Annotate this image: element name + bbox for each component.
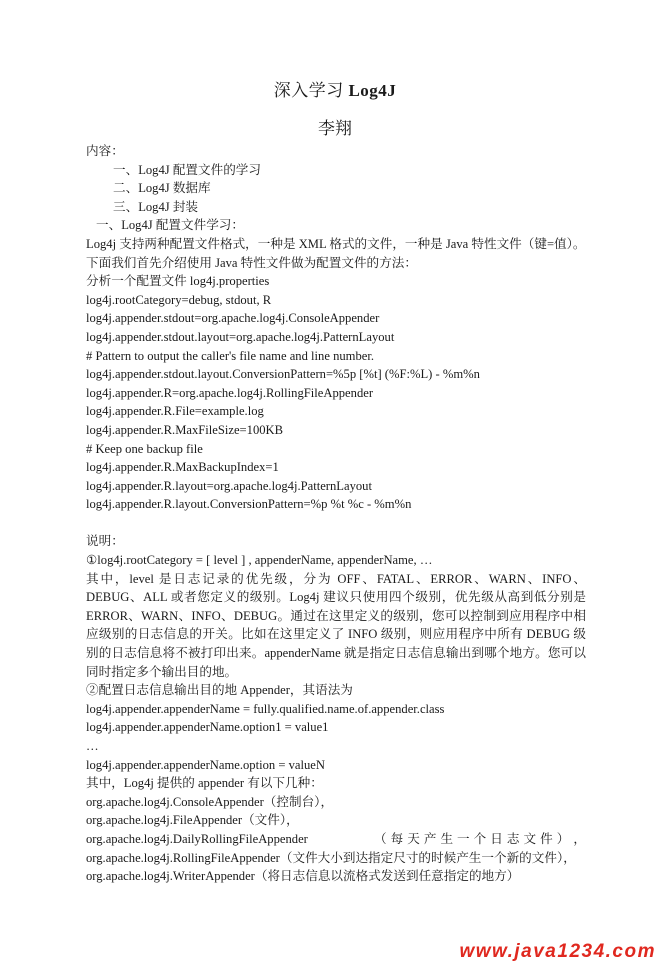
document-title [0, 76, 670, 101]
explanation-heading: 说明： [86, 534, 124, 549]
description-glyph: ， [573, 831, 586, 846]
explanation-item-2: ②配置日志信息输出目的地 Appender，其语法为 [86, 683, 353, 698]
ellipsis-line: … [86, 739, 99, 753]
code-line: log4j.appender.stdout.layout=org.apache.log4j.PatternLayout [86, 329, 395, 344]
contents-item-1: 一、Log4J 配置文件的学习 [113, 162, 261, 177]
description-glyph: 一 [457, 831, 470, 846]
explanation-paragraph: 其中，level 是日志记录的优先级，分为 OFF、FATAL、ERROR、WARN、INFO、DEBUG、ALL 或者您定义的级别。Log4j 建议只使用四个级别，优先级从高到低分别是 ERROR、WARN、INFO、DEBUG。通过在这里定义的级别，您可以控制到应用程序中相应级别的日志信息的开关。比如在这里定义了 INFO 级别，则应用程序中所有 DEBUG 级别的日志信息将不被打印出来。appenderName 就是指定日志信息输出到哪个地方。您可以同时指定多个输出目的地。 [86, 571, 586, 679]
code-comment: # Keep one backup file [86, 441, 203, 456]
appender-item: org.apache.log4j.FileAppender（文件）， [86, 813, 299, 828]
contents-heading: 内容： [86, 144, 124, 158]
description-glyph: 个 [473, 831, 487, 846]
explanation-item-1: ①log4j.rootCategory = [ level ] , appenderName, appenderName, … [86, 553, 433, 568]
code-line: log4j.appender.R.MaxBackupIndex=1 [86, 460, 279, 475]
code-line: log4j.appender.appenderName.option1 = value1 [86, 720, 329, 735]
code-line: log4j.appender.R.MaxFileSize=100KB [86, 422, 284, 437]
description-glyph: 志 [506, 831, 520, 846]
code-line: log4j.rootCategory=debug, stdout, R [86, 292, 272, 307]
document-author: 李翔 [318, 119, 352, 138]
paragraph-line: 其中，Log4j 提供的 appender 有以下几种： [86, 776, 323, 791]
description-glyph: 件 [540, 831, 553, 846]
document-body [86, 142, 586, 886]
description-glyph: 天 [407, 831, 420, 846]
description-glyph: 生 [440, 831, 454, 846]
section-heading: 一、Log4J 配置文件学习： [96, 218, 244, 233]
blank-line [86, 514, 586, 533]
code-line: log4j.appender.R.File=example.log [86, 404, 264, 419]
code-line: log4j.appender.R=org.apache.log4j.RollingFileAppender [86, 385, 374, 400]
contents-item-2: 二、Log4J 数据库 [113, 181, 211, 196]
appender-class: org.apache.log4j.DailyRollingFileAppender [86, 831, 308, 846]
description-glyph: （ [374, 831, 387, 846]
description-glyph: 文 [523, 831, 537, 846]
appender-item [86, 830, 586, 849]
appender-item: org.apache.log4j.RollingFileAppender（文件大小到达指定尺寸的时候产生一个新的文件）， [86, 850, 576, 865]
appender-description [374, 830, 586, 849]
code-line: log4j.appender.stdout.layout.ConversionPattern=%5p [%t] (%F:%L) - %m%n [86, 367, 480, 382]
code-line: log4j.appender.appenderName = fully.qualified.name.of.appender.class [86, 701, 445, 716]
description-glyph: 产 [423, 831, 437, 846]
paragraph-line: 分析一个配置文件 log4j.properties [86, 274, 270, 289]
paragraph-line: Log4j 支持两种配置文件格式，一种是 XML 格式的文件，一种是 Java 特性文件（键=值）。 [86, 236, 586, 251]
description-glyph: ） [556, 831, 570, 846]
appender-item: org.apache.log4j.WriterAppender（将日志信息以流格式发送到任意指定的地方） [86, 869, 520, 884]
description-glyph: 每 [390, 831, 404, 846]
code-line: log4j.appender.appenderName.option = valueN [86, 757, 325, 772]
code-line: log4j.appender.stdout=org.apache.log4j.ConsoleAppender [86, 311, 380, 326]
contents-item-3: 三、Log4J 封装 [113, 199, 199, 214]
title-chinese: 深入学习 [273, 81, 349, 100]
description-glyph: 日 [490, 831, 503, 846]
code-line: log4j.appender.R.layout.ConversionPattern=%p %t %c - %m%n [86, 497, 412, 512]
title-english: Log4J [348, 81, 397, 100]
paragraph-line: 下面我们首先介绍使用 Java 特性文件做为配置文件的方法： [86, 255, 417, 270]
appender-item: org.apache.log4j.ConsoleAppender（控制台）， [86, 794, 334, 809]
code-line: log4j.appender.R.layout=org.apache.log4j.PatternLayout [86, 478, 372, 493]
code-comment: # Pattern to output the caller's file name and line number. [86, 348, 374, 363]
site-watermark: www.java1234.com [459, 941, 656, 962]
